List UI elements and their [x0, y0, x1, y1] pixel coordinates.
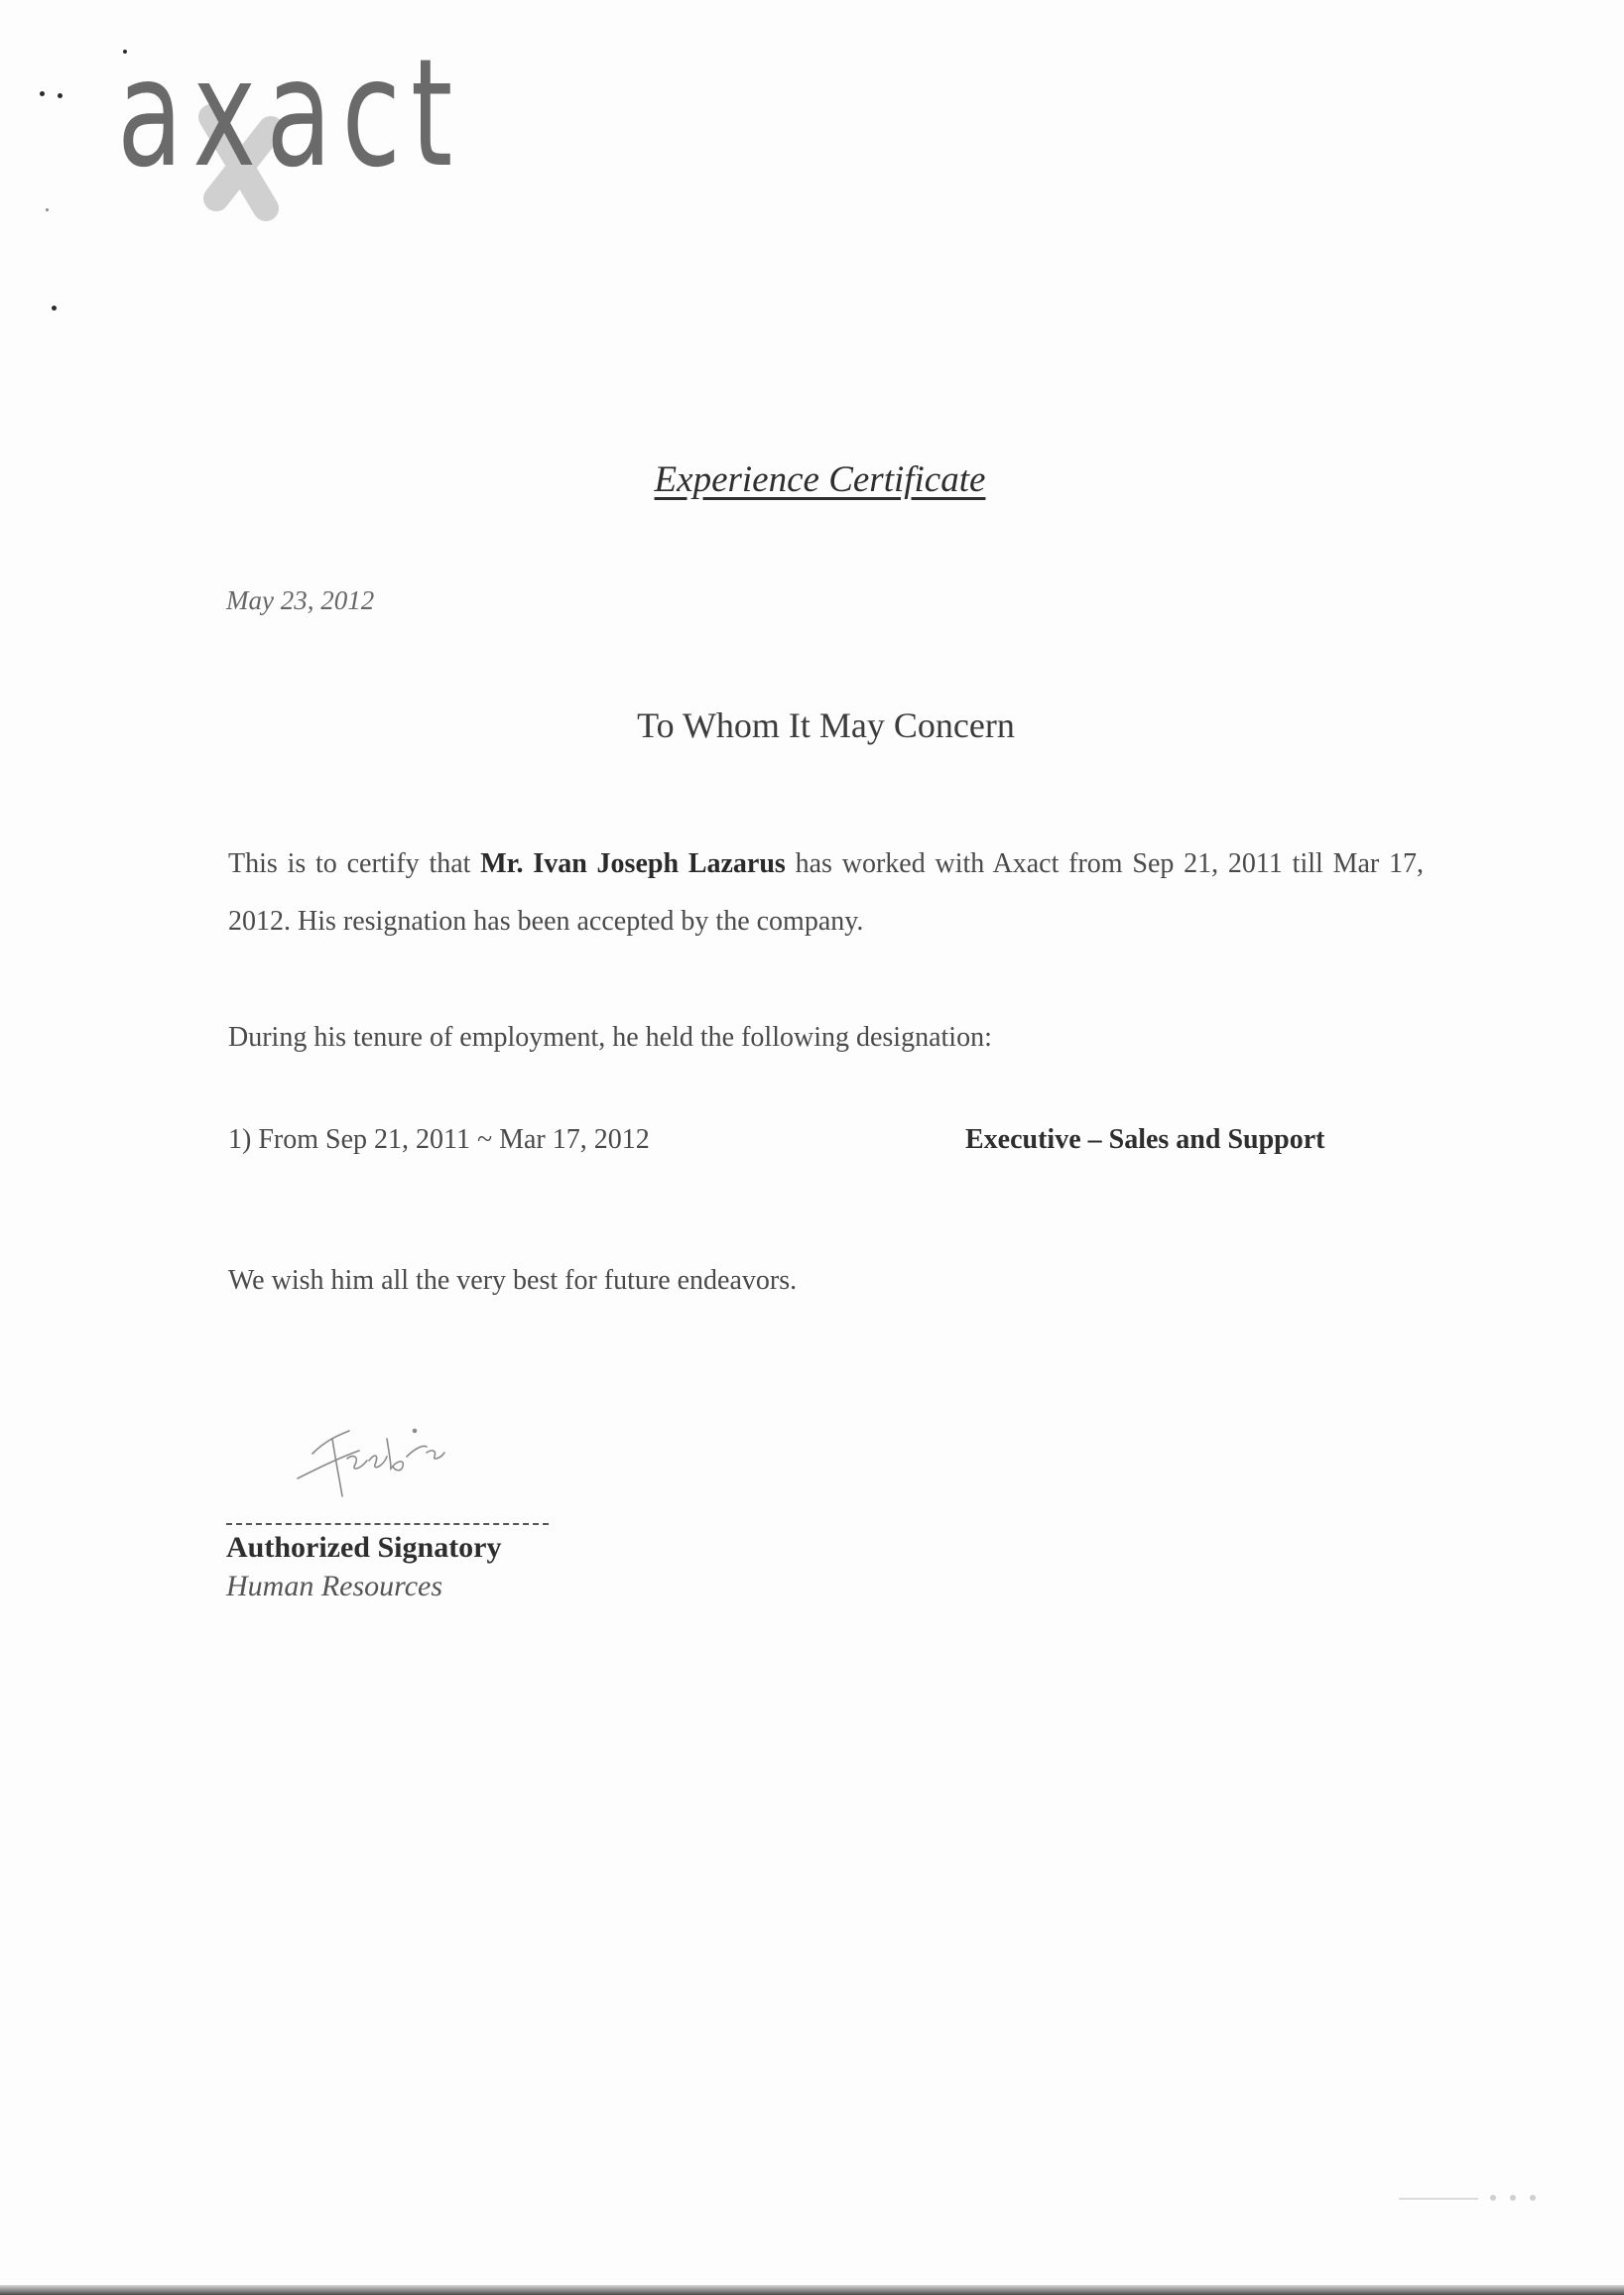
page-title: Experience Certificate: [654, 459, 986, 500]
scan-bottom-edge: [0, 2285, 1624, 2295]
signatory-department: Human Resources: [226, 1570, 443, 1602]
certify-rest: has worked with Axact from Sep 21, 2011 till Mar 17, 2012. His resignation has been accepted by the company.: [228, 848, 1425, 937]
scan-footer-mark: [1399, 2193, 1548, 2203]
scan-speck: [46, 208, 49, 211]
handwritten-signature: [288, 1409, 506, 1508]
scan-speck: [40, 91, 45, 96]
closing-paragraph: We wish him all the very best for future endeavors.: [228, 1265, 798, 1296]
letter-date: May 23, 2012: [226, 585, 375, 615]
certification-paragraph: [228, 835, 1424, 951]
company-logo: [117, 28, 504, 228]
signature-line: [226, 1523, 549, 1525]
salutation: To Whom It May Concern: [637, 705, 1015, 745]
employee-name: Mr. Ivan Joseph Lazarus: [480, 848, 786, 879]
certify-intro: This is to certify that: [228, 848, 471, 879]
designation-range: 1) From Sep 21, 2011 ~ Mar 17, 2012: [228, 1124, 650, 1155]
scan-speck: [52, 306, 57, 311]
logo-text: axact: [117, 28, 463, 200]
signatory-title: Authorized Signatory: [226, 1531, 502, 1564]
tenure-paragraph: During his tenure of employment, he held the following designation:: [228, 1022, 992, 1053]
scan-speck: [58, 93, 62, 98]
designation-role: Executive – Sales and Support: [965, 1124, 1325, 1155]
